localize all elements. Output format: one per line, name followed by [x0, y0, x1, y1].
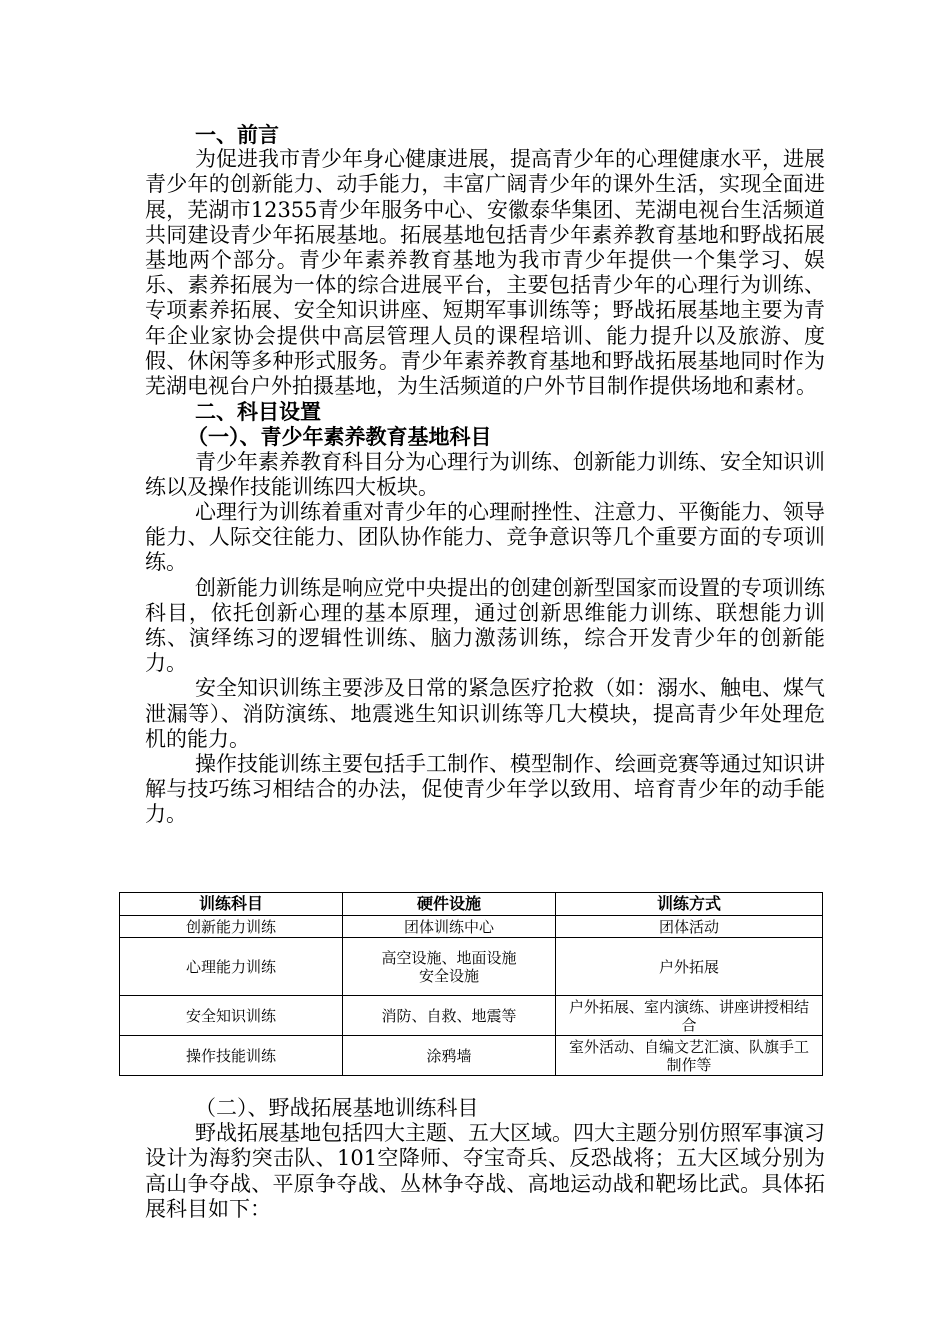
training-subjects-table [119, 892, 823, 1076]
field-base-paragraph: 野战拓展基地包括四大主题、五大区域。四大主题分别仿照军事演习设计为海豹突击队、101空降师、夺宝奇兵、反恐战将；五大区域分别为高山争夺战、平原争夺战、丛林争夺战、高地运动战和靶场比武。具体拓展科目如下： [145, 1121, 825, 1221]
table-cell: 消防、自救、地震等 [343, 996, 556, 1036]
table-row [120, 938, 823, 996]
subsection-title-quality-base: （一）、青少年素养教育基地科目 [187, 424, 492, 450]
table-cell: 户外拓展 [556, 938, 823, 996]
body-paragraph: 操作技能训练主要包括手工制作、模型制作、绘画竞赛等通过知识讲解与技巧练习相结合的办法，促使青少年学以致用、培育青少年的动手能力。 [145, 752, 825, 827]
body-paragraph: 安全知识训练主要涉及日常的紧急医疗抢救（如：溺水、触电、煤气泄漏等）、消防演练、地震逃生知识训练等几大模块，提高青少年处理危机的能力。 [145, 676, 825, 751]
section-title-preface: 一、前言 [195, 122, 279, 147]
preface-paragraph: 为促进我市青少年身心健康进展，提高青少年的心理健康水平，进展青少年的创新能力、动手能力，丰富广阔青少年的课外生活，实现全面进展，芜湖市12355青少年服务中心、安徽泰华集团、芜湖电视台生活频道共同建设青少年拓展基地。拓展基地包括青少年素养教育基地和野战拓展基地两个部分。青少年素养教育基地为我市青少年提供一个集学习、娱乐、素养拓展为一体的综合进展平台，主要包括青少年的心理行为训练、专项素养拓展、安全知识讲座、短期军事训练等；野战拓展基地主要为青年企业家协会提供中高层管理人员的课程培训、能力提升以及旅游、度假、休闲等多种形式服务。青少年素养教育基地和野战拓展基地同时作为芜湖电视台户外拍摄基地，为生活频道的户外节目制作提供场地和素材。 [145, 147, 825, 399]
upper-content [145, 122, 825, 828]
table-header-cell: 训练方式 [556, 893, 823, 916]
table-cell: 室外活动、自编文艺汇演、队旗手工制作等 [556, 1036, 823, 1076]
table-row [120, 1036, 823, 1076]
table-row [120, 996, 823, 1036]
table-header-cell: 训练科目 [120, 893, 343, 916]
section-title-subjects: 二、科目设置 [195, 399, 321, 425]
table-header-cell: 硬件设施 [343, 893, 556, 916]
table-row [120, 916, 823, 938]
body-paragraph: 青少年素养教育科目分为心理行为训练、创新能力训练、安全知识训练以及操作技能训练四大板块。 [145, 449, 825, 499]
body-paragraph: 创新能力训练是响应党中央提出的创建创新型国家而设置的专项训练科目，依托创新心理的基本原理，通过创新思维能力训练、联想能力训练、演绎练习的逻辑性训练、脑力激荡训练，综合开发青少年的创新能力。 [145, 575, 825, 676]
lower-content [145, 1096, 825, 1222]
table-cell: 操作技能训练 [120, 1036, 343, 1076]
subsection-title-field-base: （二）、野战拓展基地训练科目 [195, 1096, 479, 1120]
table-cell: 创新能力训练 [120, 916, 343, 938]
table-cell: 团体活动 [556, 916, 823, 938]
table-cell: 心理能力训练 [120, 938, 343, 996]
table-cell: 高空设施、地面设施 安全设施 [343, 938, 556, 996]
table-cell: 户外拓展、室内演练、讲座讲授相结合 [556, 996, 823, 1036]
table-header-row [120, 893, 823, 916]
body-paragraph: 心理行为训练着重对青少年的心理耐挫性、注意力、平衡能力、领导能力、人际交往能力、团队协作能力、竞争意识等几个重要方面的专项训练。 [145, 500, 825, 575]
table-cell: 涂鸦墙 [343, 1036, 556, 1076]
table-cell: 安全知识训练 [120, 996, 343, 1036]
table-cell: 团体训练中心 [343, 916, 556, 938]
